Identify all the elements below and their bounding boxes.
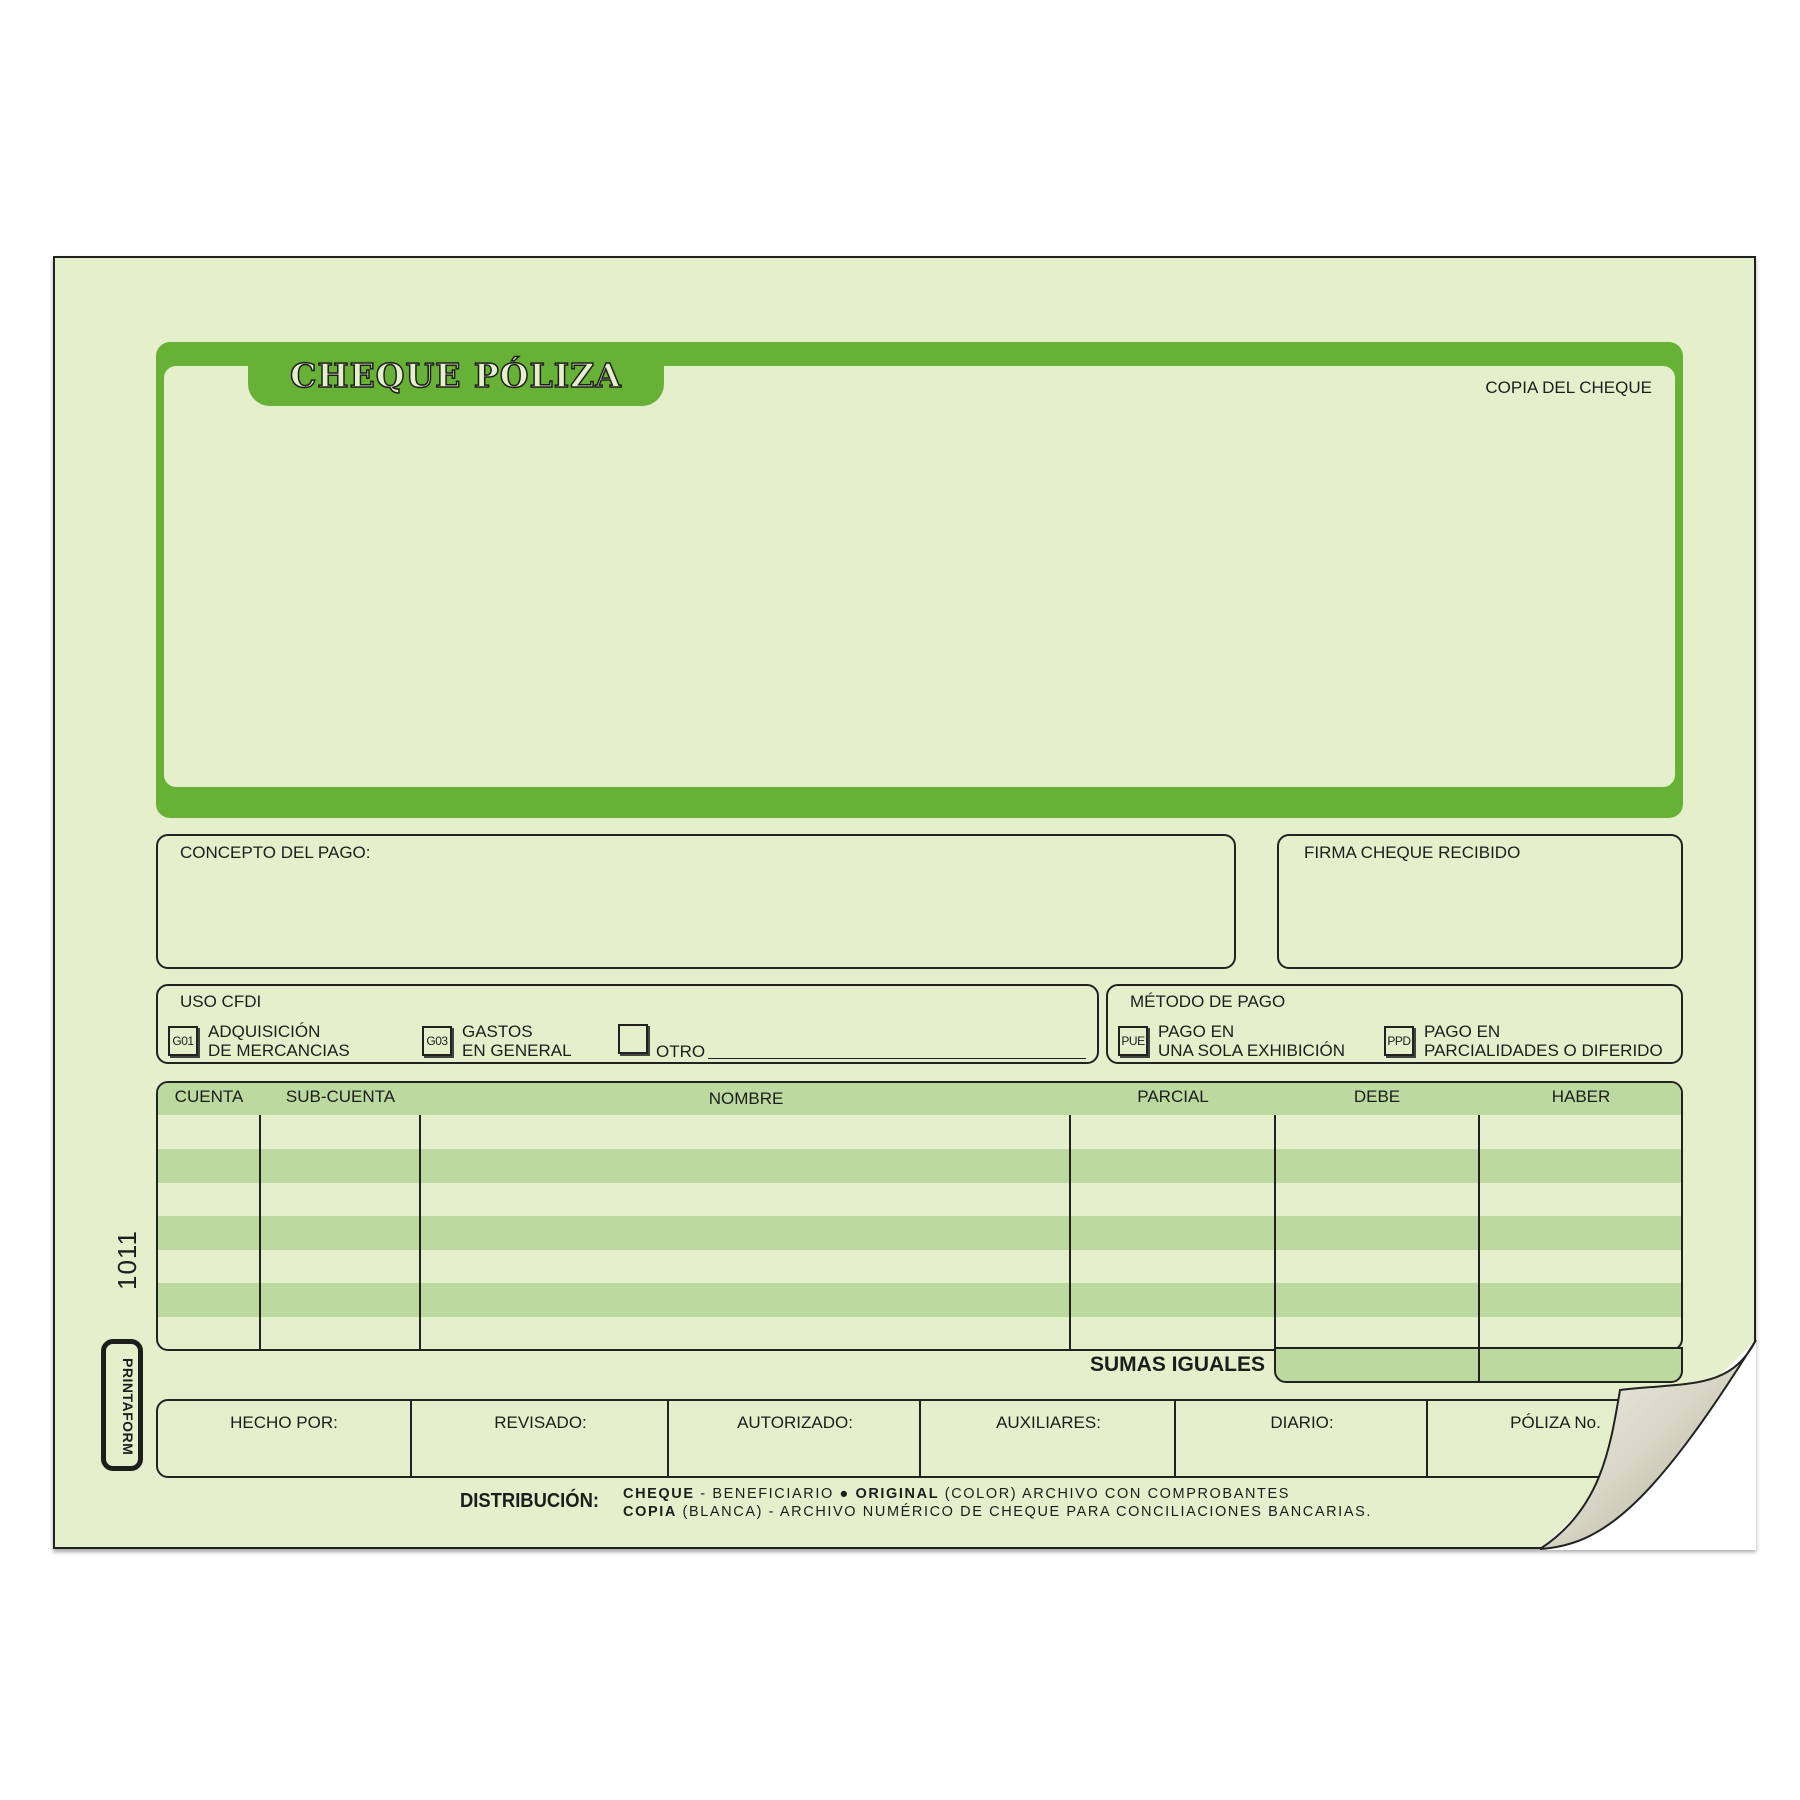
column-divider xyxy=(1478,1349,1480,1383)
col-debe: DEBE xyxy=(1353,1087,1401,1106)
accounts-table xyxy=(156,1081,1683,1351)
dist-text: ORIGINAL xyxy=(855,1486,940,1502)
table-row-stripe xyxy=(158,1216,1681,1250)
dist-text: CHEQUE xyxy=(623,1486,695,1502)
option-pue-label xyxy=(1158,1022,1345,1060)
distribucion-line-1 xyxy=(623,1486,1290,1502)
column-divider xyxy=(1478,1115,1480,1351)
firma-label: FIRMA CHEQUE RECIBIDO xyxy=(1304,843,1521,862)
option-line: PARCIALIDADES O DIFERIDO xyxy=(1424,1041,1663,1060)
form-title: CHEQUE PÓLIZA xyxy=(290,356,622,395)
metodo-pago-section xyxy=(1106,984,1683,1064)
checkbox-pue[interactable]: PUE xyxy=(1118,1026,1148,1056)
col-cuenta: CUENTA xyxy=(174,1087,244,1106)
printaform-logo xyxy=(101,1339,143,1471)
column-divider xyxy=(1274,1115,1276,1351)
col-parcial: PARCIAL xyxy=(1137,1087,1209,1106)
option-line: ADQUISICIÓN xyxy=(208,1022,321,1041)
table-row-stripe xyxy=(158,1283,1681,1317)
sig-auxiliares[interactable]: AUXILIARES: xyxy=(996,1413,1101,1432)
cheque-copy-area xyxy=(164,366,1675,787)
sig-hecho-por[interactable]: HECHO POR: xyxy=(230,1413,338,1432)
option-g03-label xyxy=(462,1022,572,1060)
metodo-pago-label: MÉTODO DE PAGO xyxy=(1130,992,1286,1011)
concepto-label: CONCEPTO DEL PAGO: xyxy=(180,843,371,862)
sig-diario[interactable]: DIARIO: xyxy=(1270,1413,1334,1432)
option-line: PAGO EN xyxy=(1424,1022,1501,1041)
dist-text: COPIA xyxy=(623,1504,677,1520)
dist-text: (BLANCA) - ARCHIVO NUMÉRICO DE CHEQUE PARA CONCILIACIONES BANCARIAS. xyxy=(676,1504,1372,1520)
distribucion-label: DISTRIBUCIÓN: xyxy=(460,1490,600,1512)
table-row-stripe xyxy=(158,1149,1681,1183)
checkbox-ppd[interactable]: PPD xyxy=(1384,1026,1414,1056)
option-line: PAGO EN xyxy=(1158,1022,1235,1041)
form-number: 1011 xyxy=(112,1230,142,1290)
col-nombre: NOMBRE xyxy=(708,1089,784,1108)
checkbox-otro[interactable] xyxy=(618,1024,648,1054)
option-ppd-label xyxy=(1424,1022,1663,1060)
sumas-label: SUMAS IGUALES xyxy=(1089,1353,1265,1376)
column-divider xyxy=(1069,1115,1071,1351)
col-sub-cuenta: SUB-CUENTA xyxy=(285,1087,396,1106)
column-divider xyxy=(419,1115,421,1351)
otro-input-line[interactable] xyxy=(708,1058,1086,1059)
copy-label: COPIA DEL CHEQUE xyxy=(1485,378,1652,397)
column-divider xyxy=(259,1115,261,1351)
uso-cfdi-label: USO CFDI xyxy=(180,992,262,1011)
dist-text: (COLOR) ARCHIVO CON COMPROBANTES xyxy=(939,1486,1291,1502)
option-line: EN GENERAL xyxy=(462,1041,572,1060)
dist-text: - BENEFICIARIO ● xyxy=(694,1486,856,1502)
checkbox-g03[interactable]: G03 xyxy=(422,1026,452,1056)
option-line: DE MERCANCIAS xyxy=(208,1041,350,1060)
firma-field[interactable] xyxy=(1277,834,1683,969)
sig-poliza-no[interactable]: PÓLIZA No. xyxy=(1510,1413,1601,1432)
sig-autorizado[interactable]: AUTORIZADO: xyxy=(737,1413,853,1432)
signature-boxes xyxy=(156,1399,1683,1478)
option-otro-label: OTRO xyxy=(656,1042,706,1061)
col-haber: HABER xyxy=(1551,1087,1611,1106)
concepto-field[interactable] xyxy=(156,834,1236,969)
brand-text: PRINTAFORM xyxy=(120,1358,136,1456)
uso-cfdi-section xyxy=(156,984,1099,1064)
page-curl-icon xyxy=(1540,1340,1760,1552)
distribucion-line-2 xyxy=(623,1504,1372,1520)
sig-revisado[interactable]: REVISADO: xyxy=(494,1413,587,1432)
option-line: GASTOS xyxy=(462,1022,533,1041)
option-g01-label xyxy=(208,1022,350,1060)
checkbox-g01[interactable]: G01 xyxy=(168,1026,198,1056)
option-line: UNA SOLA EXHIBICIÓN xyxy=(1158,1041,1346,1060)
